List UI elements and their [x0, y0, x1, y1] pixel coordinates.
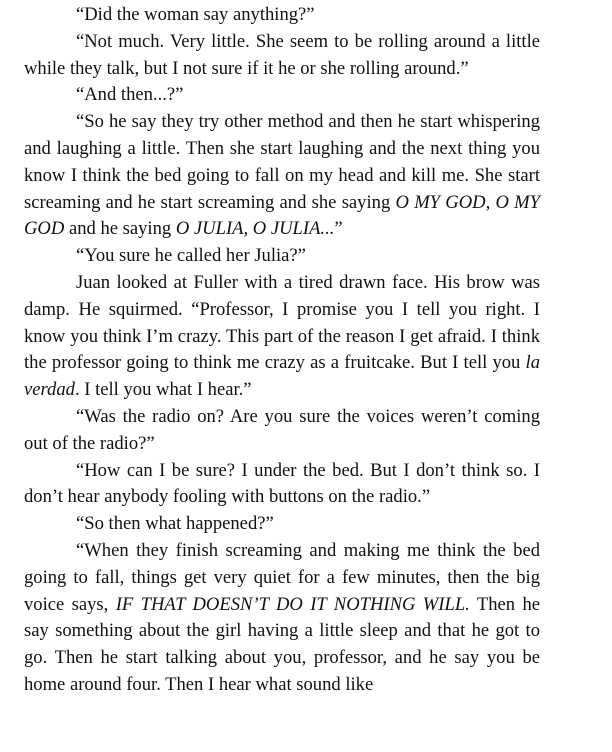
- paragraph-text: Juan looked at Fuller with a tired drawn face. His brow was damp. He squirmed. “Professor, I promise you I tell you right. I know you think I’m crazy. This part of the reason I get afraid. I think the professor going to think me crazy as a fruitcake. But I tell you: [24, 271, 540, 374]
- paragraph: [24, 404, 540, 458]
- paragraph-text: and he saying: [64, 218, 176, 240]
- paragraph-text: “Not much. Very little. She seem to be rolling around a little while they talk, but I not sure if it he or she rolling around.”: [24, 30, 540, 79]
- paragraph-text: “And then...?”: [76, 84, 184, 106]
- italic-text: la verdad: [24, 352, 540, 401]
- paragraph-text: “So then what happened?”: [76, 513, 274, 535]
- paragraph: [24, 270, 540, 404]
- paragraph: [24, 243, 540, 270]
- paragraph-text: “How can I be sure? I under the bed. But I don’t think so. I don’t hear anybody fooling with buttons on the radio.”: [24, 459, 540, 508]
- paragraph: [24, 458, 540, 512]
- paragraph: [24, 2, 540, 29]
- italic-text: O MY GOD, O MY GOD: [24, 191, 540, 240]
- paragraph-text: Then he say something about the girl having a little sleep and that he got to go. Then he start talking about you, professor, and he say you be home around four. Then I hear what sound like: [24, 593, 540, 695]
- italic-text: IF THAT DOESN’T DO IT NOTHING WILL.: [115, 593, 470, 615]
- paragraph-text: “Was the radio on? Are you sure the voices weren’t coming out of the radio?”: [24, 405, 540, 454]
- paragraph: [24, 29, 540, 83]
- paragraph-text: . I tell you what I hear.”: [74, 379, 252, 401]
- paragraph: [24, 109, 540, 243]
- paragraph-text: “So he say they try other method and then he start whispering and laughing a little. Then she start laughing and the next thing you know I think the bed going to fall on my head and kill me. She start screaming and he start screaming and she saying: [24, 111, 540, 213]
- italic-text: O JULIA, O JULIA...: [175, 218, 335, 240]
- paragraph-text: “You sure he called her Julia?”: [76, 245, 306, 267]
- paragraph-text: “Did the woman say anything?”: [76, 4, 315, 25]
- paragraph-text: ”: [334, 218, 343, 240]
- document-page: [24, 0, 540, 699]
- paragraph: [24, 538, 540, 699]
- paragraph: [24, 82, 540, 109]
- paragraph: [24, 511, 540, 538]
- paragraph-text: “When they finish screaming and making me think the bed going to fall, things get very quiet for a few minutes, then the big voice says,: [24, 539, 540, 615]
